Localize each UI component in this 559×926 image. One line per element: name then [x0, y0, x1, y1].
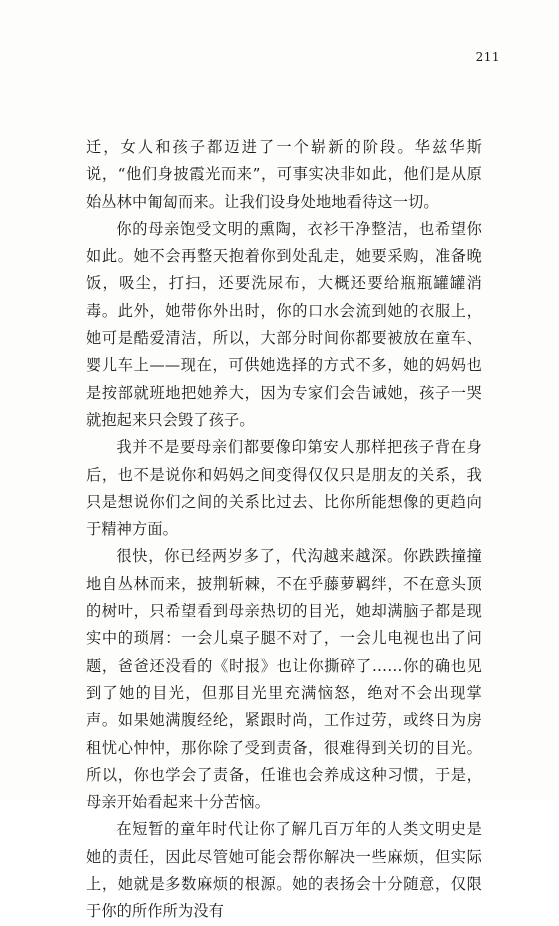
paragraph-2: 你的母亲饱受文明的熏陶，衣衫干净整洁，也希望你如此。她不会再整天抱着你到处乱走，她要采购，准备晚饭，吸尘，打扫，还要洗尿布，大概还要给瓶瓶罐罐消毒。此外，她带你外出时，你的口水会流到她的衣服上，她可是酷爱清洁，所以，大部分时间你都要被放在童车、婴儿车上——现在，可供她选择的方式不多，她的妈妈也是按部就班地把她养大，因为专家们会告诫她，孩子一哭就抱起来只会毁了孩子。 [86, 219, 482, 429]
paragraph-5: 在短暂的童年时代让你了解几百万年的人类文明史是她的责任，因此尽管她可能会帮你解决一些麻烦，但实际上，她就是多数麻烦的根源。她的表扬会十分随意，仅限于你的所作所为没有 [86, 820, 482, 921]
body-text [86, 134, 482, 926]
paragraph-4: 很快，你已经两岁多了，代沟越来越深。你跌跌撞撞地自丛林而来，披荆斩棘，不在乎藤萝羁绊，不在意头顶的树叶，只希望看到母亲热切的目光，她却满脑子都是现实中的琐屑：一会儿桌子腿不对了，一会儿电视也出了问题，爸爸还没看的《时报》也让你撕碎了……你的确也见到了她的目光，但那目光里充满恼怒，绝对不会出现掌声。如果她满腹经纶，紧跟时尚，工作过劳，或终日为房租忧心忡忡，那你除了受到责备，很难得到关切的目光。所以，你也学会了责备，任谁也会养成这种习惯，于是，母亲开始看起来十分苦恼。 [86, 547, 482, 812]
paragraph-3: 我并不是要母亲们都要像印第安人那样把孩子背在身后，也不是说你和妈妈之间变得仅仅只是朋友的关系，我只是想说你们之间的关系比过去、比你所能想像的更趋向于精神方面。 [86, 438, 482, 539]
page-number: 211 [475, 50, 500, 64]
paragraph-1: 迁，女人和孩子都迈进了一个崭新的阶段。华兹华斯说，“他们身披霞光而来”，可事实决非如此，他们是从原始丛林中匍匐而来。让我们设身处地地看待这一切。 [86, 138, 482, 211]
